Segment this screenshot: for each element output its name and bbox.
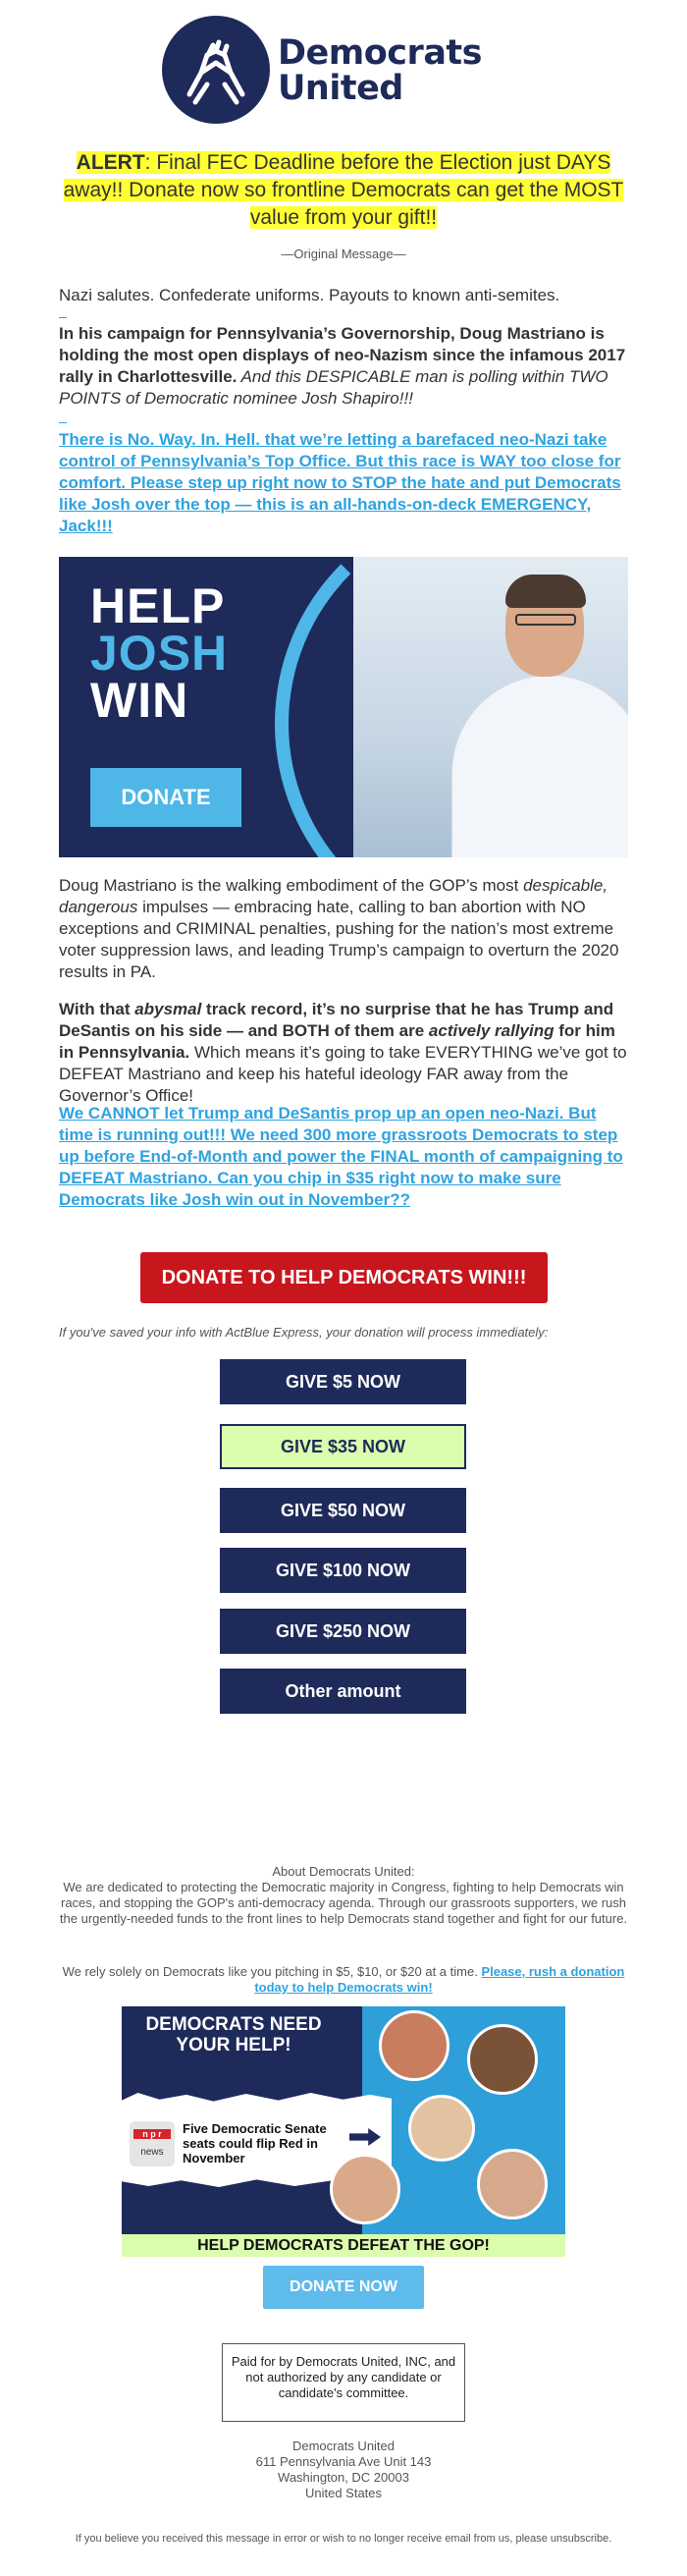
empty-link[interactable]: [59, 317, 67, 318]
paragraph-track-record: With that abysmal track record, it’s no surprise that he has Trump and DeSantis on his side — and BOTH of them are actively rallying for him in Pennsylvania. Which means it’s going to take EVERYTHING we’ve got to DEFEAT Mastriano and keep his hateful ideology FAR away from the Governor’s Office!: [59, 1000, 627, 1105]
give-250-button[interactable]: GIVE $250 NOW: [220, 1609, 466, 1654]
handshake-icon: [162, 16, 270, 124]
alert-banner: [54, 149, 633, 232]
banner-donate-button[interactable]: DONATE: [90, 768, 241, 827]
senator-portrait: [330, 2154, 400, 2224]
give-50-button[interactable]: GIVE $50 NOW: [220, 1488, 466, 1533]
help-josh-win-banner[interactable]: [59, 557, 628, 857]
alert-label: ALERT: [76, 151, 145, 174]
emergency-link[interactable]: There is No. Way. In. Hell. that we’re letting a barefaced neo-Nazi take control of Pennsylvania’s Top Office. But this race is WAY too close for comfort. Please step up right now to STOP the hate and put Democrats like Josh over the top — this is an all-hands-on-deck EMERGENCY, Jack!!!: [59, 430, 621, 535]
democrats-need-help-promo[interactable]: [122, 2006, 565, 2257]
about-section: [59, 1864, 628, 1927]
give-35-button[interactable]: GIVE $35 NOW: [220, 1424, 466, 1469]
original-message-divider: —Original Message—: [281, 247, 406, 261]
paragraph-intro: Nazi salutes. Confederate uniforms. Payouts to known anti-semites.: [59, 286, 560, 304]
rely-text: We rely solely on Democrats like you pitching in $5, $10, or $20 at a time. Please, rush a donation today to help Democrats win!: [62, 1964, 625, 1995]
about-text: We are dedicated to protecting the Democratic majority in Congress, fighting to help Democrats win races, and stopping the GOP's anti-democracy agenda. Through our grassroots supporters, we rush the urgently-needed funds to the front lines to help Democrats stand together and fight for our future.: [59, 1880, 628, 1926]
logo-wordmark: Democrats United: [278, 33, 482, 108]
promo-title: DEMOCRATS NEED YOUR HELP!: [145, 2014, 322, 2055]
empty-link[interactable]: [59, 422, 67, 423]
give-5-button[interactable]: GIVE $5 NOW: [220, 1359, 466, 1404]
chip-in-link[interactable]: We CANNOT let Trump and DeSantis prop up an open neo-Nazi. But time is running out!!! We need 300 more grassroots Democrats to step up before End-of-Month and power the FINAL month of campaigning to DEFEAT Mastriano. Can you chip in $35 right now to make sure Democrats like Josh win out in November??: [59, 1104, 623, 1209]
promo-bottom-bar: HELP DEMOCRATS DEFEAT THE GOP!: [122, 2234, 565, 2257]
senator-portrait: [379, 2010, 449, 2081]
about-title: About Democrats United:: [272, 1864, 415, 1879]
banner-curve-accent: [275, 557, 628, 857]
senator-portrait: [477, 2149, 548, 2220]
paragraph-embodiment: Doug Mastriano is the walking embodiment of the GOP’s most despicable, dangerous impulses — embracing hate, calling to ban abortion with NO exceptions and CRIMINAL penalties, pushing for the nation’s most extreme voter suppression laws, and leading Trump’s campaign to overturn the 2020 results in PA.: [59, 876, 619, 981]
donate-now-button[interactable]: DONATE NOW: [263, 2266, 424, 2309]
senator-portrait: [467, 2024, 538, 2095]
actblue-express-note: If you've saved your info with ActBlue Express, your donation will process immediately:: [59, 1325, 549, 1340]
other-amount-button[interactable]: Other amount: [220, 1669, 466, 1714]
senator-portrait: [408, 2095, 475, 2162]
banner-title: HELP JOSH WIN: [90, 578, 229, 728]
democrats-united-logo[interactable]: [162, 16, 525, 124]
promo-subtitle: Five Democratic Senate seats could flip Red in November: [183, 2121, 327, 2165]
paid-for-disclaimer: Paid for by Democrats United, INC, and not authorized by any candidate or candidate's committee.: [222, 2343, 465, 2422]
donate-to-help-button[interactable]: DONATE TO HELP DEMOCRATS WIN!!!: [140, 1252, 548, 1303]
paragraph-mastriano: In his campaign for Pennsylvania’s Governorship, Doug Mastriano is holding the most open displays of neo-Nazism since the infamous 2017 rally in Charlottesville. And this DESPICABLE man is polling within TWO POINTS of Democratic nominee Josh Shapiro!!!: [59, 324, 626, 408]
rush-donation-link[interactable]: Please, rush a donation today to help Democrats win!: [254, 1964, 625, 1995]
mailing-address: Democrats United 611 Pennsylvania Ave Unit 143 Washington, DC 20003 United States: [255, 2439, 432, 2500]
npr-news-text: news: [140, 2147, 164, 2158]
npr-news-icon: [130, 2121, 175, 2166]
unsubscribe-notice[interactable]: If you believe you received this message in error or wish to no longer receive email from us, please unsubscribe.: [75, 2533, 612, 2545]
alert-text: : Final FEC Deadline before the Election just DAYS away!! Donate now so frontline Democrats can get the MOST value from your gift!!: [63, 151, 624, 229]
npr-logo-text: n p r: [133, 2129, 171, 2139]
give-100-button[interactable]: GIVE $100 NOW: [220, 1548, 466, 1593]
